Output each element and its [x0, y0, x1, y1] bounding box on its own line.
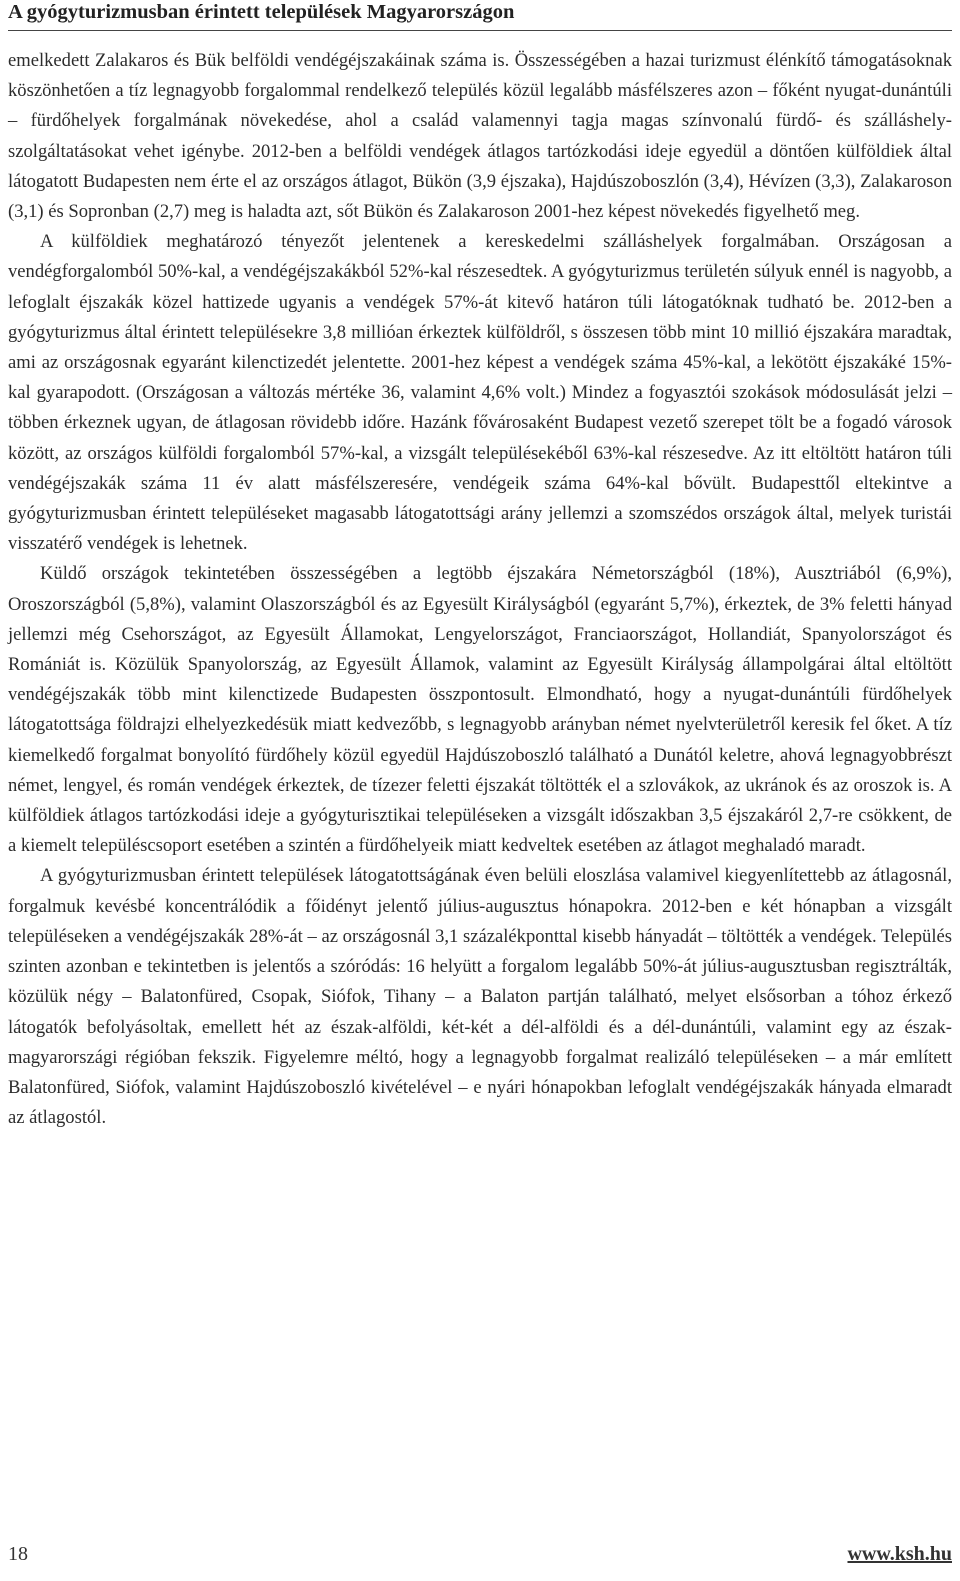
body-text — [8, 46, 952, 1133]
page-header — [8, 0, 952, 31]
paragraph: A gyógyturizmusban érintett települések látogatottságának éven belüli eloszlása valamivel kiegyenlítettebb az átlagosnál, forgalmuk kevésbé koncentrálódik a főidényt jelentő július-augusztus hónapokra. 2012-ben e két hónapban a vizsgált településeken a vendégéjszakák 28%-át – az országosnál 3,1 százalékponttal kisebb hányadát – töltötték a vendégek. Település szinten azonban e tekintetben is jelentős a szóródás: 16 helyütt a forgalom legalább 50%-át július-augusztusban regisztrálták, közülük négy – Balatonfüred, Csopak, Siófok, Tihany – a Balaton partján található, melyet elsősorban a tóhoz érkező látogatók befolyásoltak, emellett hét az észak-alföldi, két-két a dél-alföldi és a dél-dunántúli, valamint egy az észak-magyarországi régióban fekszik. Figyelemre méltó, hogy a legnagyobb forgalmat realizáló településeken – a már említett Balatonfüred, Siófok, valamint Hajdúszoboszló kivételével – e nyári hónapokban lefoglalt vendégéjszakák hányada elmaradt az átlagostól. — [8, 865, 952, 1129]
paragraph: emelkedett Zalakaros és Bük belföldi vendégéjszakáinak száma is. Összességében a hazai turizmust élénkítő támogatásoknak köszönhetően a tíz legnagyobb forgalommal rendelkező település közül legalább másfélszeres azon – főként nyugat-dunántúli – fürdőhelyek forgalmának növekedése, ahol a család valamennyi tagja magas színvonalú fürdő- és szálláshely-szolgáltatásokat vehet igénybe. 2012-ben a belföldi vendégek átlagos tartózkodási ideje egyedül a döntően külföldiek által látogatott Budapesten nem érte el az országos átlagot, Bükön (3,9 éjszaka), Hajdúszoboszlón (3,4), Hévízen (3,3), Zalakaroson (3,1) és Sopronban (2,7) meg is haladta azt, sőt Bükön és Zalakaroson 2001-hez képest növekedés figyelhető meg. — [8, 50, 952, 223]
paragraph: A külföldiek meghatározó tényezőt jelentenek a kereskedelmi szálláshelyek forgalmában. Országosan a vendégforgalomból 50%-kal, a vendégéjszakákból 52%-kal részesedtek. A gyógyturizmus területén súlyuk ennél is nagyobb, a lefoglalt éjszakák közel hattizede ugyanis a vendégek 57%-át kitevő határon túli látogatóknak tudható be. 2012-ben a gyógyturizmus által érintett településekre 3,8 millióan érkeztek külföldről, s összesen több mint 10 millió éjszakára maradtak, ami az országosnak egyaránt kilenctizedét jelentette. 2001-hez képest a vendégek száma 45%-kal, a lekötött éjszakáké 15%-kal gyarapodott. (Országosan a változás mértéke 36, valamint 4,6% volt.) Mindez a fogyasztói szokások módosulását jelzi – többen érkeznek ugyan, de átlagosan rövidebb időre. Hazánk fővárosaként Budapest vezető szerepet tölt be a fogadó városok között, az országos külföldi forgalomból 57%-kal, a vizsgált településekéből 63%-kal részesedve. Az itt eltöltött határon túli vendégéjszakák száma 11 év alatt másfélszeresére, vendégeik száma 64%-kal bővült. Budapesttől eltekintve a gyógyturizmusban érintett településeket magasabb látogatottsági arány jellemzi a szomszédos országok által, melyek turistái visszatérő vendégek is lehetnek. — [8, 231, 952, 555]
header-title: A gyógyturizmusban érintett települések Magyarországon — [8, 1, 515, 23]
page-number: 18 — [8, 1543, 28, 1565]
website-link[interactable]: www.ksh.hu — [847, 1543, 952, 1565]
paragraph: Küldő országok tekintetében összességében a legtöbb éjszakára Németországból (18%), Ausztriából (6,9%), Oroszországból (5,8%), valamint Olaszországból és az Egyesült Királyságból (egyaránt 5,7%), érkeztek, de 3% feletti hányad jellemzi még Csehországot, az Egyesült Államokat, Lengyelországot, Franciaországot, Hollandiát, Spanyolországot és Romániát is. Közülük Spanyolország, az Egyesült Államok, valamint az Egyesült Királyság állampolgárai által eltöltött vendégéjszakák több mint kilenctizede Budapesten összpontosult. Elmondható, hogy a nyugat-dunántúli fürdőhelyek látogatottsága földrajzi elhelyezkedésük miatt kedvezőbb, s legnagyobb arányban német nyelvterületről keresik fel őket. A tíz kiemelkedő forgalmat bonyolító fürdőhely közül egyedül Hajdúszoboszló található a Dunától keletre, ahová legnagyobbrészt német, lengyel, és román vendégek érkeztek, de tízezer feletti éjszakát töltötték el a szlovákok, az ukránok és az oroszok is. A külföldiek átlagos tartózkodási ideje a gyógyturisztikai településeken a vizsgált időszakban 3,5 éjszakáról 2,7-re csökkent, de a kiemelt településcsoport esetében a szintén a fürdőhelyeik miatt kedveltek esetében az átlagot meghaladó maradt. — [8, 563, 952, 857]
